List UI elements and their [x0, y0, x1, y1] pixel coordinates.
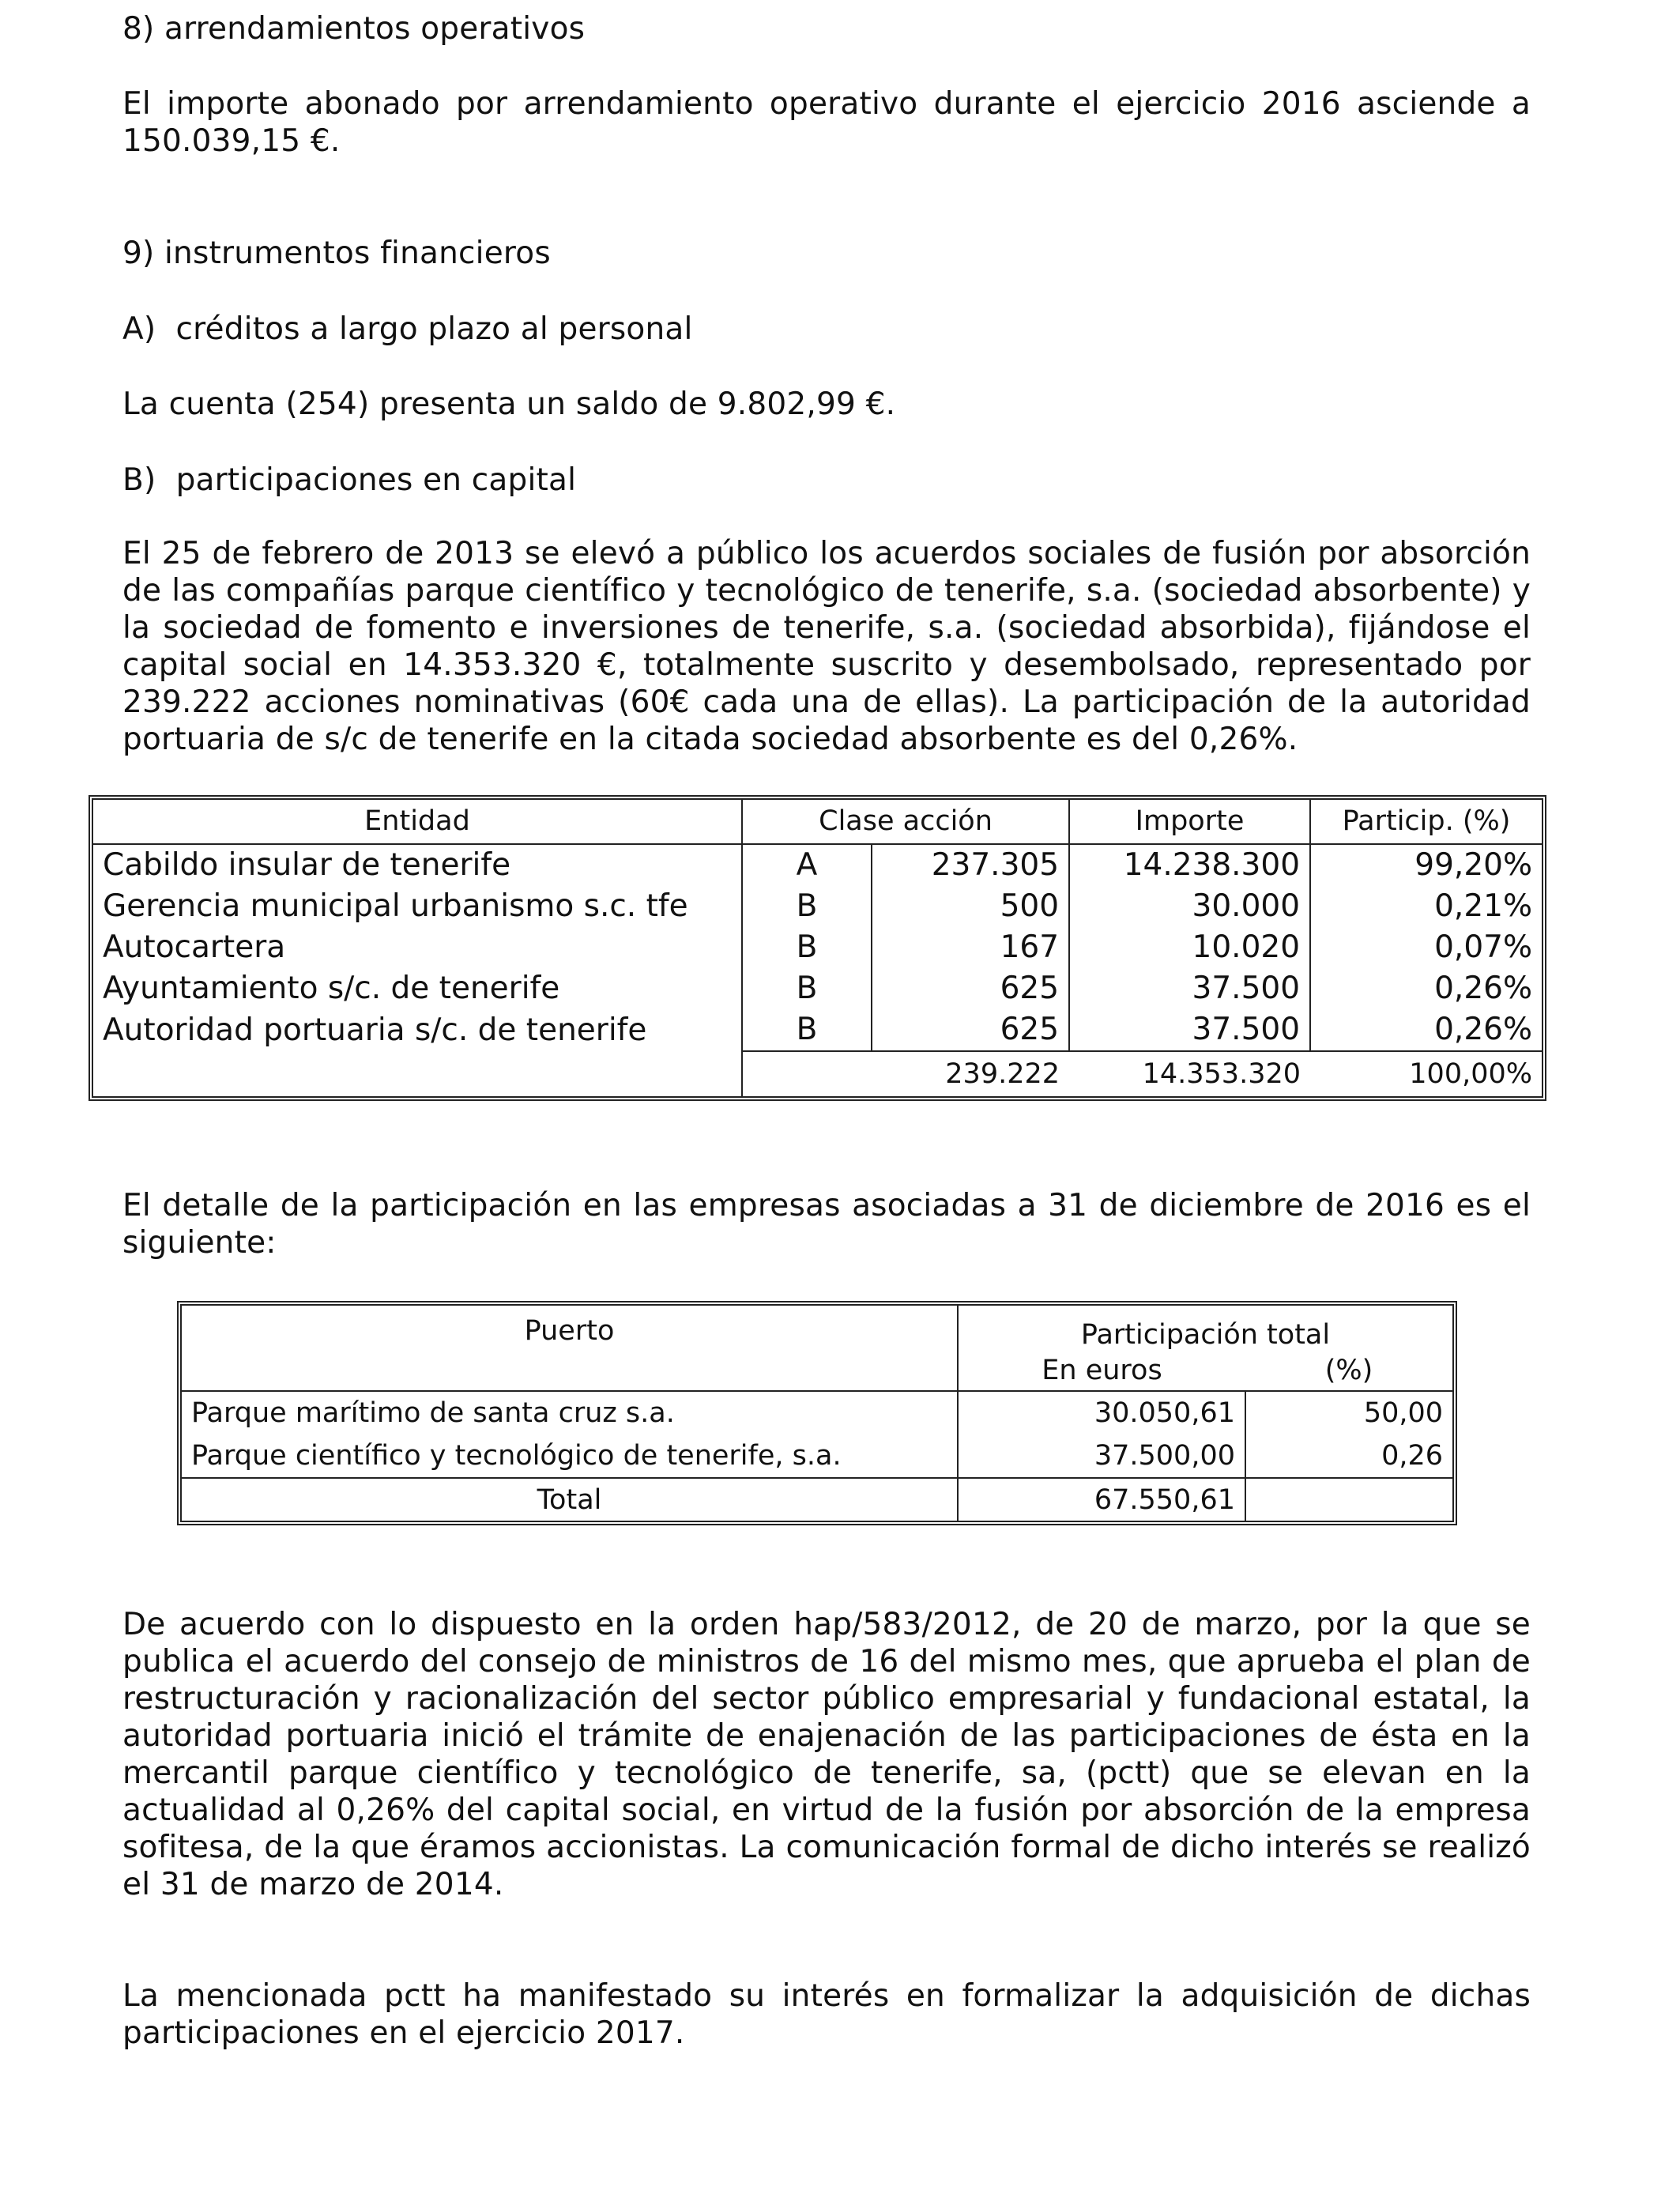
row-puerto: Parque científico y tecnológico de tenerife, s.a.: [182, 1434, 958, 1478]
header-puerto: Puerto: [182, 1306, 958, 1391]
table-row: [93, 844, 1542, 886]
row-acciones: 167: [872, 927, 1069, 968]
header-importe: Importe: [1069, 800, 1310, 844]
table-row: [93, 927, 1542, 968]
associates-total-row: [182, 1478, 1452, 1521]
associates-intro-line-2: siguiente:: [122, 1225, 277, 1261]
total-importe: 14.353.320: [1142, 1058, 1301, 1090]
row-euros: 37.500,00: [958, 1434, 1245, 1478]
section-9-heading: 9) instrumentos financieros: [122, 236, 551, 271]
row-acciones: 237.305: [872, 844, 1069, 886]
total-label: Total: [182, 1478, 958, 1521]
row-entidad: Autoridad portuaria s/c. de tenerife: [93, 1009, 742, 1051]
shareholders-table: [89, 795, 1546, 1101]
closing-para-2-line-1: La mencionada pctt ha manifestado su interés en formalizar la adquisición de dichas: [122, 1978, 1531, 2014]
associates-header-row-1: [182, 1306, 1452, 1351]
row-importe: 37.500: [1069, 1009, 1310, 1051]
shareholders-header-row: [93, 800, 1542, 844]
table-row: [93, 968, 1542, 1009]
total-pct-blank: [1245, 1478, 1452, 1521]
closing-para-1-line-3: restructuración y racionalización del sector público empresarial y fundacional estatal, la: [122, 1681, 1531, 1717]
row-clase: B: [742, 1009, 872, 1051]
row-entidad: Ayuntamiento s/c. de tenerife: [93, 968, 742, 1009]
row-puerto: Parque marítimo de santa cruz s.a.: [182, 1391, 958, 1434]
subsection-b-text-line-6: portuaria de s/c de tenerife en la citada sociedad absorbente es del 0,26%.: [122, 722, 1298, 757]
row-acciones: 500: [872, 886, 1069, 927]
header-entidad: Entidad: [93, 800, 742, 844]
total-blank: [93, 1051, 742, 1096]
total-euros: 67.550,61: [958, 1478, 1245, 1521]
subsection-b-text-line-5: 239.222 acciones nominativas (60€ cada una de ellas). La participación de la autoridad: [122, 684, 1531, 720]
shareholders-total-row: [93, 1051, 1542, 1096]
closing-para-1-line-5: mercantil parque científico y tecnológico de tenerife, sa, (pctt) que se elevan en la: [122, 1755, 1531, 1791]
row-acciones: 625: [872, 1009, 1069, 1051]
row-clase: B: [742, 886, 872, 927]
subsection-b-heading: B) participaciones en capital: [122, 462, 577, 498]
row-entidad: Autocartera: [93, 927, 742, 968]
header-pct: (%): [1245, 1351, 1452, 1391]
subsection-b-text-line-1: El 25 de febrero de 2013 se elevó a público los acuerdos sociales de fusión por absorción: [122, 536, 1531, 571]
closing-para-2-line-2: participaciones en el ejercicio 2017.: [122, 2015, 685, 2051]
table-row: [182, 1391, 1452, 1434]
closing-para-1-line-1: De acuerdo con lo dispuesto en la orden hap/583/2012, de 20 de marzo, por la que se: [122, 1607, 1531, 1642]
row-particip: 99,20%: [1414, 847, 1533, 883]
row-pct: 50,00: [1363, 1397, 1444, 1429]
subsection-a-text: La cuenta (254) presenta un saldo de 9.802,99 €.: [122, 386, 896, 422]
closing-para-1-line-8: el 31 de marzo de 2014.: [122, 1867, 504, 1902]
row-particip: 0,26%: [1434, 971, 1533, 1006]
header-en-euros: En euros: [958, 1351, 1245, 1391]
closing-para-1-line-7: sofitesa, de la que éramos accionistas. La comunicación formal de dicho interés se realizó: [122, 1830, 1531, 1865]
section-8-text-line-1: El importe abonado por arrendamiento operativo durante el ejercicio 2016 asciende a: [122, 86, 1531, 122]
row-importe: 10.020: [1069, 927, 1310, 968]
row-clase: B: [742, 968, 872, 1009]
row-entidad: Gerencia municipal urbanismo s.c. tfe: [93, 886, 742, 927]
row-acciones: 625: [872, 968, 1069, 1009]
header-participacion-total: Participación total: [1080, 1319, 1331, 1351]
row-particip: 0,26%: [1310, 1009, 1542, 1051]
subsection-a-heading: A) créditos a largo plazo al personal: [122, 311, 693, 347]
row-clase: B: [742, 927, 872, 968]
closing-para-1-line-4: autoridad portuaria inició el trámite de enajenación de las participaciones de ésta en la: [122, 1718, 1531, 1754]
total-blank-clase: [742, 1051, 872, 1096]
associates-table: [177, 1301, 1457, 1525]
total-acciones: 239.222: [945, 1058, 1060, 1090]
row-pct: 0,26: [1245, 1434, 1452, 1478]
table-row: [182, 1434, 1452, 1478]
row-particip: 0,21%: [1434, 888, 1533, 924]
table-row: [93, 1009, 1542, 1051]
row-importe: 30.000: [1069, 886, 1310, 927]
table-row: [93, 886, 1542, 927]
row-importe: 14.238.300: [1069, 844, 1310, 886]
subsection-b-text-line-4: capital social en 14.353.320 €, totalmente suscrito y desembolsado, representado por: [122, 647, 1531, 683]
total-particip: 100,00%: [1409, 1058, 1533, 1090]
section-8-text-line-2: 150.039,15 €.: [122, 123, 341, 159]
subsection-b-text-line-2: de las compañías parque científico y tecnológico de tenerife, s.a. (sociedad absorbente) y: [122, 573, 1531, 609]
row-entidad: Cabildo insular de tenerife: [93, 844, 742, 886]
header-clase-accion: Clase acción: [742, 800, 1069, 844]
associates-intro-line-1: El detalle de la participación en las empresas asociadas a 31 de diciembre de 2016 es el: [122, 1188, 1531, 1223]
section-8-heading: 8) arrendamientos operativos: [122, 11, 586, 47]
row-clase: A: [742, 844, 872, 886]
header-particip: Particip. (%): [1310, 800, 1542, 844]
row-particip: 0,07%: [1434, 929, 1533, 965]
row-euros: 30.050,61: [958, 1391, 1245, 1434]
row-importe: 37.500: [1069, 968, 1310, 1009]
closing-para-1-line-2: publica el acuerdo del consejo de ministros de 16 del mismo mes, que aprueba el plan de: [122, 1644, 1531, 1679]
subsection-b-text-line-3: la sociedad de fomento e inversiones de tenerife, s.a. (sociedad absorbida), fijándose el: [122, 610, 1531, 646]
closing-para-1-line-6: actualidad al 0,26% del capital social, en virtud de la fusión por absorción de la empresa: [122, 1793, 1531, 1828]
